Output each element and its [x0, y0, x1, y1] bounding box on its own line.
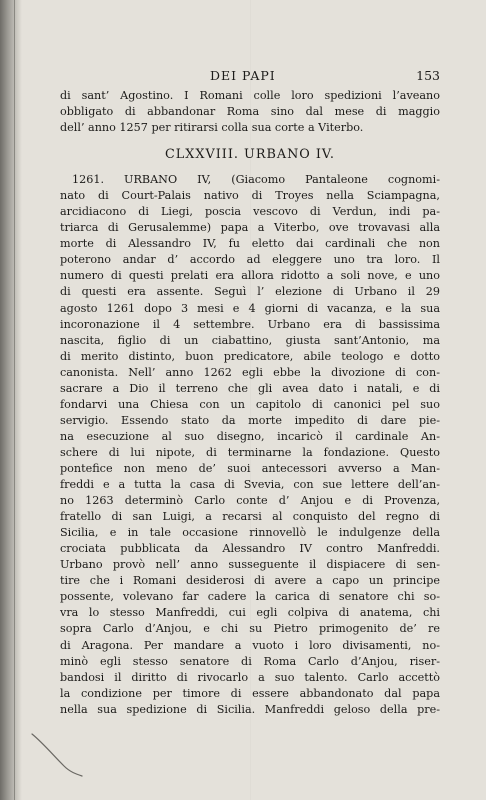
body-paragraph	[60, 172, 440, 718]
text-line: fratello di san Luigi, a recarsi al conquisto del regno di	[60, 510, 440, 524]
text-line: 1261. URBANO IV, (Giacomo Pantaleone cognomi-	[72, 173, 440, 187]
ink-curl-mark	[28, 728, 88, 778]
text-line: sopra Carlo d’Anjou, e chi su Pietro primogenito de’ re	[60, 622, 440, 636]
text-line: schere di lui nipote, di terminarne la fondazione. Questo	[60, 445, 440, 459]
text-line: nascita, figlio di un ciabattino, giusta sant’Antonio, ma	[60, 333, 440, 347]
text-line: arcidiacono di Liegi, poscia vescovo di Verdun, indi pa-	[60, 205, 440, 219]
text-line: na esecuzione al suo disegno, incaricò il cardinale An-	[60, 429, 440, 443]
text-line: freddi e a tutta la casa di Svevia, con sue lettere dell’an-	[60, 478, 440, 492]
text-line: agosto 1261 dopo 3 mesi e 4 giorni di vacanza, e la sua	[60, 301, 440, 315]
page-text	[60, 88, 440, 718]
text-line: di sant’ Agostino. I Romani colle loro spedizioni l’aveano	[60, 89, 440, 102]
binding-edge	[14, 0, 15, 800]
text-line: Urbano provò nell’ anno susseguente il dispiacere di sen-	[60, 558, 440, 572]
text-line: morte di Alessandro IV, fu eletto dai cardinali che non	[60, 237, 440, 251]
text-line: di questi era assente. Seguì l’ elezione di Urbano il 29	[60, 285, 440, 299]
text-line: possente, volevano far cadere la carica di senatore chi so-	[60, 590, 440, 604]
text-line: dell’ anno 1257 per ritirarsi colla sua corte a Viterbo.	[60, 121, 364, 135]
text-line: incoronazione il 4 settembre. Urbano era di bassissima	[60, 317, 440, 331]
text-line: crociata pubblicata da Alessandro IV contro Manfreddi.	[60, 542, 440, 556]
text-line: minò egli stesso senatore di Roma Carlo d’Anjou, riser-	[60, 654, 440, 668]
page-header	[60, 68, 440, 86]
text-line: no 1263 determinò Carlo conte d’ Anjou e di Provenza,	[60, 494, 440, 508]
text-line: numero di questi prelati era allora ridotto a soli nove, e uno	[60, 269, 440, 283]
text-line: sacrare a Dio il terreno che gli avea dato i natali, e di	[60, 381, 440, 395]
text-line: di Aragona. Per mandare a vuoto i loro divisamenti, no-	[60, 638, 440, 652]
text-line: vra lo stesso Manfreddi, cui egli colpiva di anatema, chi	[60, 606, 440, 620]
text-line: triarca di Gerusalemme) papa a Viterbo, ove trovavasi alla	[60, 221, 440, 235]
page-number: 153	[416, 68, 440, 83]
text-line: canonista. Nell’ anno 1262 egli ebbe la divozione di con-	[60, 365, 440, 379]
text-line: Sicilia, e in tale occasione rinnovellò le indulgenze della	[60, 526, 440, 540]
text-line: obbligato di abbandonar Roma sino dal mese di maggio	[60, 105, 440, 119]
page-gutter-shadow	[0, 0, 22, 800]
text-line: la condizione per timore di essere abbandonato dal papa	[60, 686, 440, 700]
text-line: nella sua spedizione di Sicilia. Manfreddi geloso della pre-	[60, 702, 440, 716]
text-line: poterono andar d’ accordo ad eleggere uno tra loro. Il	[60, 253, 440, 267]
intro-paragraph	[60, 88, 440, 136]
text-line: fondarvi una Chiesa con un capitolo di canonici pel suo	[60, 397, 440, 411]
text-line: bandosi il diritto di rivocarlo a suo talento. Carlo accettò	[60, 670, 440, 684]
text-line: di merito distinto, buon predicatore, abile teologo e dotto	[60, 349, 440, 363]
text-line: pontefice non meno de’ suoi antecessori avverso a Man-	[60, 461, 440, 475]
text-line: nato di Court-Palais nativo di Troyes nella Sciampagna,	[60, 189, 440, 203]
running-title: DEI PAPI	[210, 68, 276, 83]
text-line: tire che i Romani desiderosi di avere a capo un principe	[60, 574, 440, 588]
section-heading: CLXXVIII. URBANO IV.	[164, 147, 335, 163]
text-line: servigio. Essendo stato da morte impedito di dare pie-	[60, 413, 440, 427]
